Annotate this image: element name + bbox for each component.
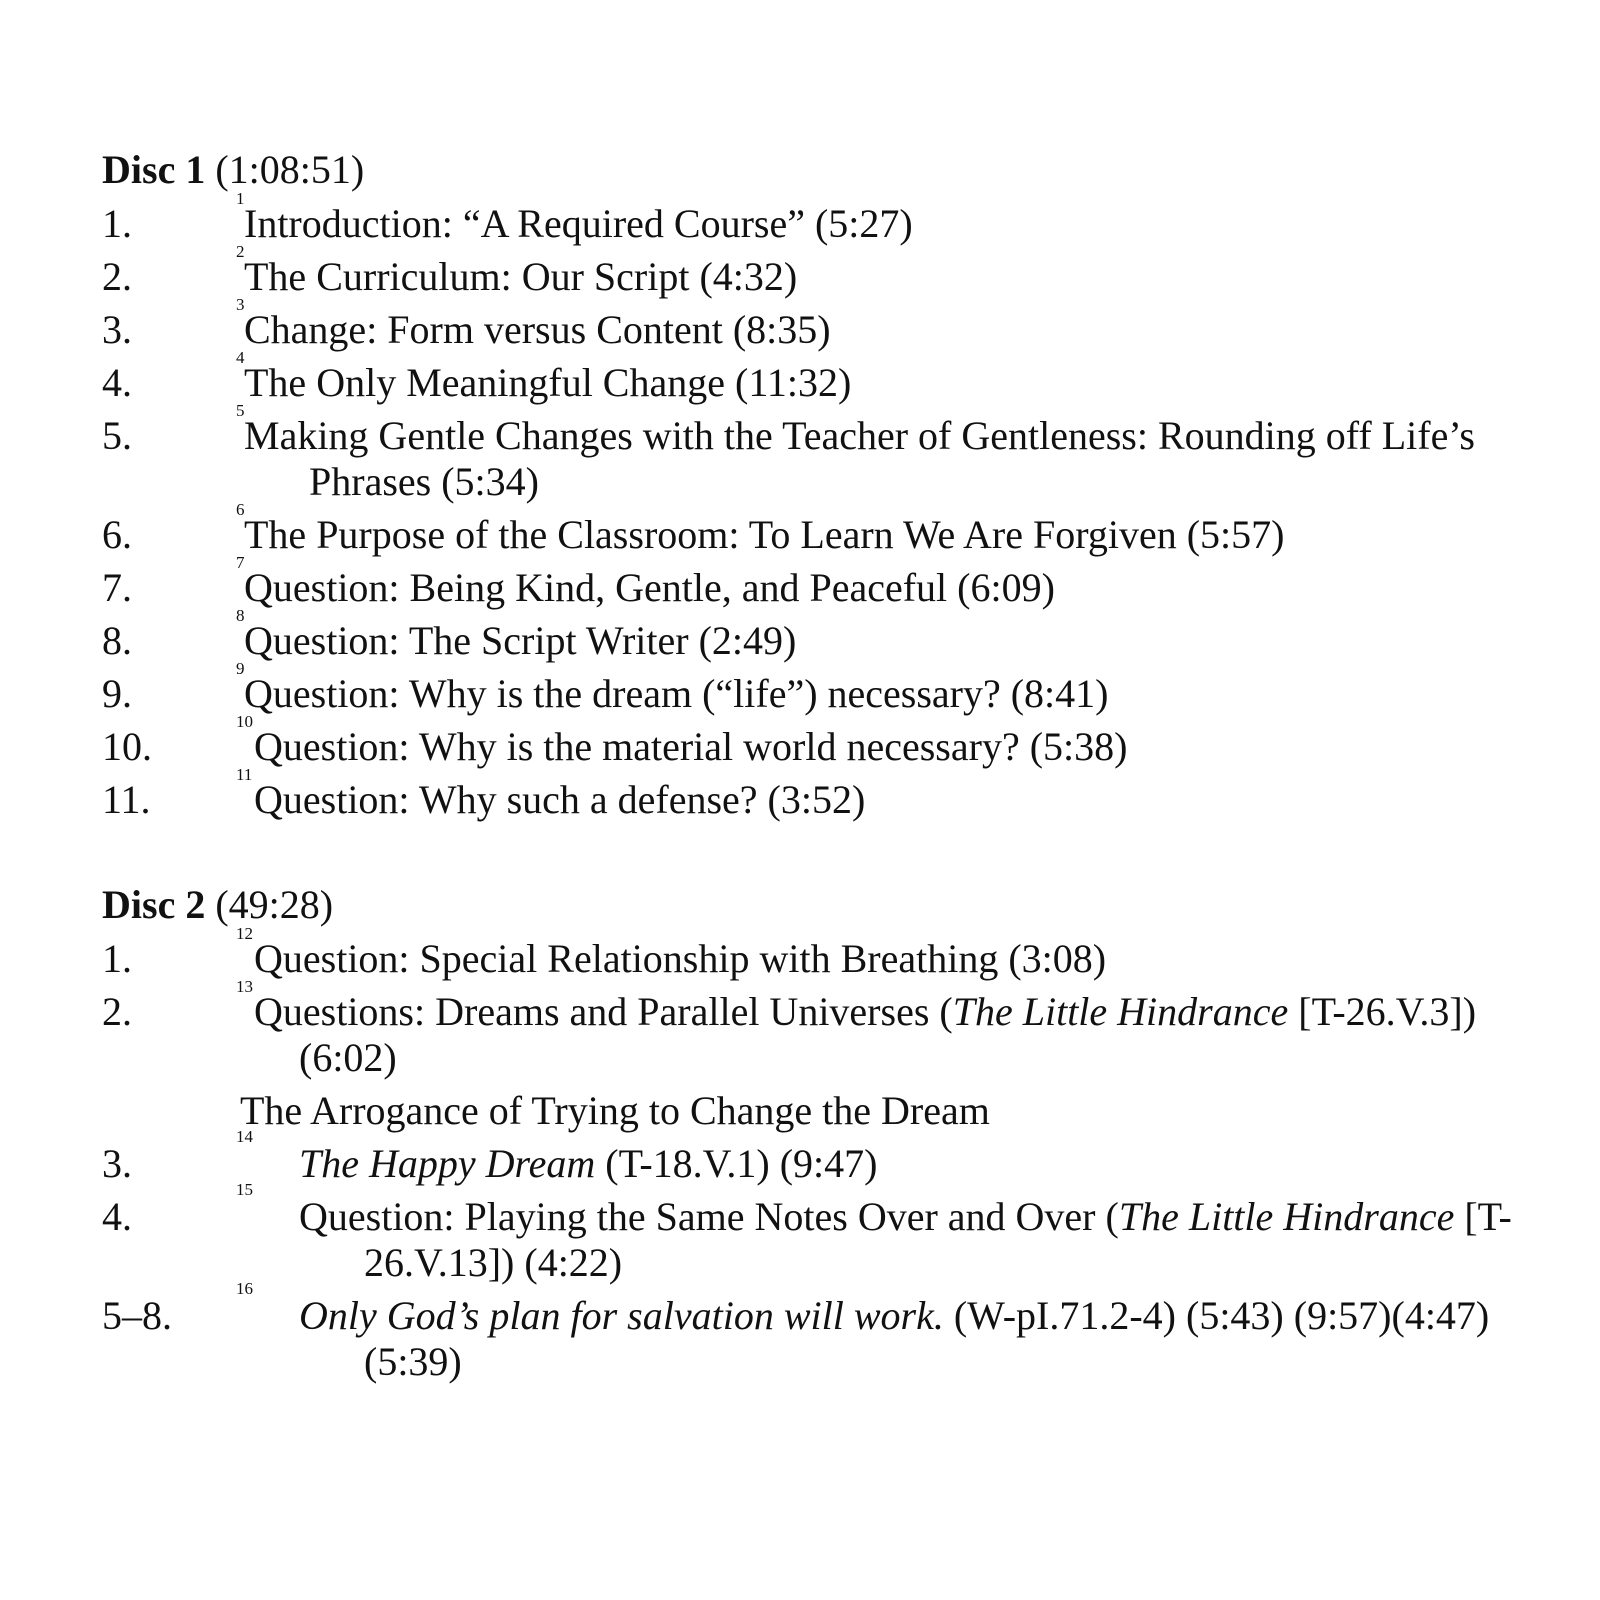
track-title-text: (W-pI.71.2-4) (5:43) (9:57)(4:47)(5:39) <box>364 1293 1490 1384</box>
track-title <box>102 1190 1522 1289</box>
track-row <box>102 348 1522 409</box>
track-footnote: 10 <box>236 712 253 731</box>
track-title: Question: Why such a defense? (3:52) <box>254 777 866 822</box>
track-footnote: 6 <box>236 500 245 519</box>
track-number: 11. <box>102 777 151 822</box>
track-number: 10. <box>102 724 152 769</box>
track-title-italic: The Little Hindrance <box>1118 1194 1455 1239</box>
track-number: 9. <box>102 671 132 716</box>
disc-1-duration: (1:08:51) <box>215 147 365 192</box>
track-footnote: 13 <box>236 977 253 996</box>
track-footnote: 11 <box>236 765 253 784</box>
track-title-text: [T-26.V.3]) (6:02) <box>299 989 1477 1080</box>
track-title: Making Gentle Changes with the Teacher of Gentleness: Rounding off Life’s Phrases (5:34) <box>244 413 1475 504</box>
track-title: Question: The Script Writer (2:49) <box>244 618 797 663</box>
track-number: 3. <box>102 1141 132 1186</box>
track-title: Question: Being Kind, Gentle, and Peaceful (6:09) <box>244 565 1055 610</box>
track-title: Change: Form versus Content (8:35) <box>244 307 831 352</box>
disc-1-heading <box>102 143 1522 197</box>
track-title: Question: Why is the dream (“life”) necessary? (8:41) <box>244 671 1109 716</box>
track-footnote: 9 <box>236 659 245 678</box>
track-listing <box>102 143 1522 1440</box>
track-row <box>102 500 1522 561</box>
track-row <box>102 1180 1522 1289</box>
track-title <box>102 1289 1522 1388</box>
track-footnote: 12 <box>236 924 253 943</box>
track-title-text: Question: Playing the Same Notes Over and Over ( <box>299 1194 1119 1239</box>
disc-2-section <box>102 878 1522 1388</box>
track-number: 6. <box>102 512 132 557</box>
track-footnote: 15 <box>236 1180 253 1199</box>
disc-1-label: Disc 1 <box>102 147 206 192</box>
track-number: 3. <box>102 307 132 352</box>
track-number: 1. <box>102 936 132 981</box>
disc-2-duration: (49:28) <box>215 882 334 927</box>
track-title: Introduction: “A Required Course” (5:27) <box>244 201 913 246</box>
track-row <box>102 924 1522 985</box>
track-row <box>102 1279 1522 1388</box>
track-number: 1. <box>102 201 132 246</box>
track-number: 4. <box>102 360 132 405</box>
track-footnote: 4 <box>236 348 245 367</box>
track-number: 8. <box>102 618 132 663</box>
track-title-text: [T-26.V.13]) (4:22) <box>364 1194 1512 1285</box>
track-row <box>102 765 1522 826</box>
track-number: 4. <box>102 1194 132 1239</box>
track-footnote: 16 <box>236 1279 253 1298</box>
track-row <box>102 977 1522 1084</box>
track-row <box>102 242 1522 303</box>
track-title: The Only Meaningful Change (11:32) <box>244 360 852 405</box>
track-title: The Curriculum: Our Script (4:32) <box>244 254 798 299</box>
track-number: 5. <box>102 413 132 458</box>
track-footnote: 7 <box>236 553 245 572</box>
track-title: Question: Special Relationship with Breathing (3:08) <box>254 936 1107 981</box>
track-row <box>102 659 1522 720</box>
track-number: 2. <box>102 254 132 299</box>
track-number: 7. <box>102 565 132 610</box>
track-row <box>102 606 1522 667</box>
track-footnote: 3 <box>236 295 245 314</box>
track-title-italic: Only God’s plan for salvation will work. <box>299 1293 944 1338</box>
track-title-italic: The Little Hindrance <box>952 989 1289 1034</box>
track-footnote: 1 <box>236 189 245 208</box>
track-title-text: Questions: Dreams and Parallel Universes ( <box>254 989 953 1034</box>
track-number: 5–8. <box>102 1293 172 1338</box>
track-row <box>102 712 1522 773</box>
track-title-italic: The Happy Dream <box>299 1141 596 1186</box>
track-footnote: 14 <box>236 1127 253 1146</box>
track-footnote: 5 <box>236 401 245 420</box>
track-row <box>102 553 1522 614</box>
track-footnote: 8 <box>236 606 245 625</box>
track-row <box>102 189 1522 250</box>
track-title-text: (T-18.V.1) (9:47) <box>595 1141 878 1186</box>
track-title: The Purpose of the Classroom: To Learn We Are Forgiven (5:57) <box>244 512 1285 557</box>
track-row <box>102 1127 1522 1190</box>
track-title <box>102 985 1522 1084</box>
track-title <box>102 1137 1522 1190</box>
disc-2-heading <box>102 878 1522 932</box>
disc-2-label: Disc 2 <box>102 882 206 927</box>
disc-1-section <box>102 143 1522 826</box>
track-row <box>102 295 1522 356</box>
track-number: 2. <box>102 989 132 1034</box>
track-footnote: 2 <box>236 242 245 261</box>
section-subheading: The Arrogance of Trying to Change the Dream <box>240 1088 990 1133</box>
track-title: Question: Why is the material world necessary? (5:38) <box>254 724 1128 769</box>
track-row <box>102 401 1522 508</box>
